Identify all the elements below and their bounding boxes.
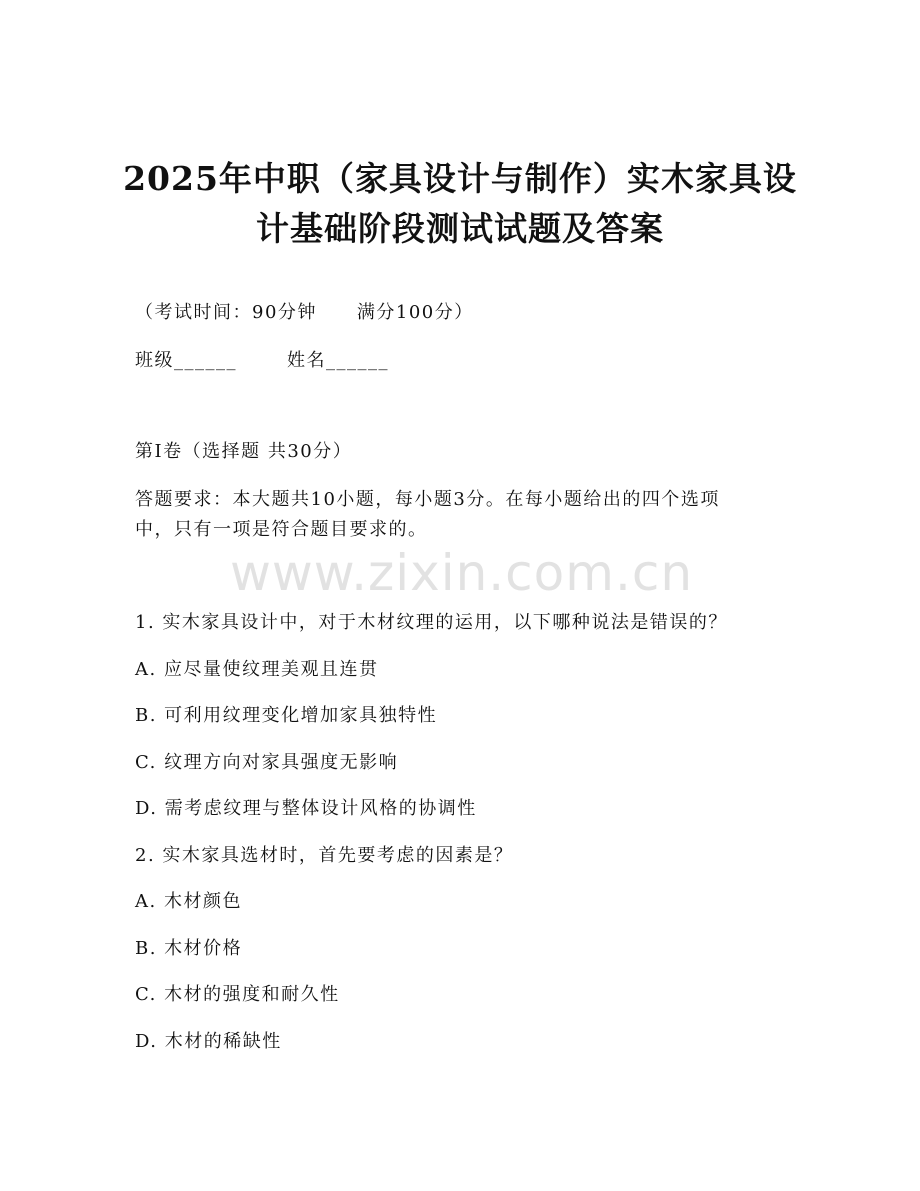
class-field: 班级______ [135, 350, 237, 371]
question-1-option-a: A. 应尽量使纹理美观且连贯 [135, 659, 379, 680]
watermark: www.zixin.com.cn [230, 544, 694, 602]
question-2-option-d: D. 木材的稀缺性 [135, 1031, 282, 1052]
name-field: 姓名______ [287, 350, 389, 371]
full-score: 满分100分） [356, 302, 474, 323]
question-2-option-b: B. 木材价格 [135, 938, 243, 959]
document-title-line-1: 2025年中职（家具设计与制作）实木家具设 [123, 159, 797, 198]
question-1-stem: 1. 实木家具设计中，对于木材纹理的运用，以下哪种说法是错误的？ [135, 612, 728, 633]
exam-time: （考试时间：90分钟 [135, 302, 317, 323]
section-title: 第Ⅰ卷（选择题 共30分） [135, 441, 353, 462]
exam-info [135, 304, 474, 322]
instructions-line-1: 答题要求：本大题共10小题，每小题3分。在每小题给出的四个选项 [135, 489, 720, 510]
question-2-option-a: A. 木材颜色 [135, 891, 242, 912]
question-2-option-c: C. 木材的强度和耐久性 [135, 984, 340, 1005]
student-info [135, 352, 389, 370]
document-title-line-2: 计基础阶段测试试题及答案 [256, 209, 664, 248]
question-2-stem: 2. 实木家具选材时，首先要考虑的因素是？ [135, 845, 514, 866]
question-1-option-b: B. 可利用纹理变化增加家具独特性 [135, 705, 438, 726]
question-1-option-c: C. 纹理方向对家具强度无影响 [135, 752, 399, 773]
question-1-option-d: D. 需考虑纹理与整体设计风格的协调性 [135, 798, 477, 819]
instructions-line-2: 中，只有一项是符合题目要求的。 [135, 519, 428, 540]
